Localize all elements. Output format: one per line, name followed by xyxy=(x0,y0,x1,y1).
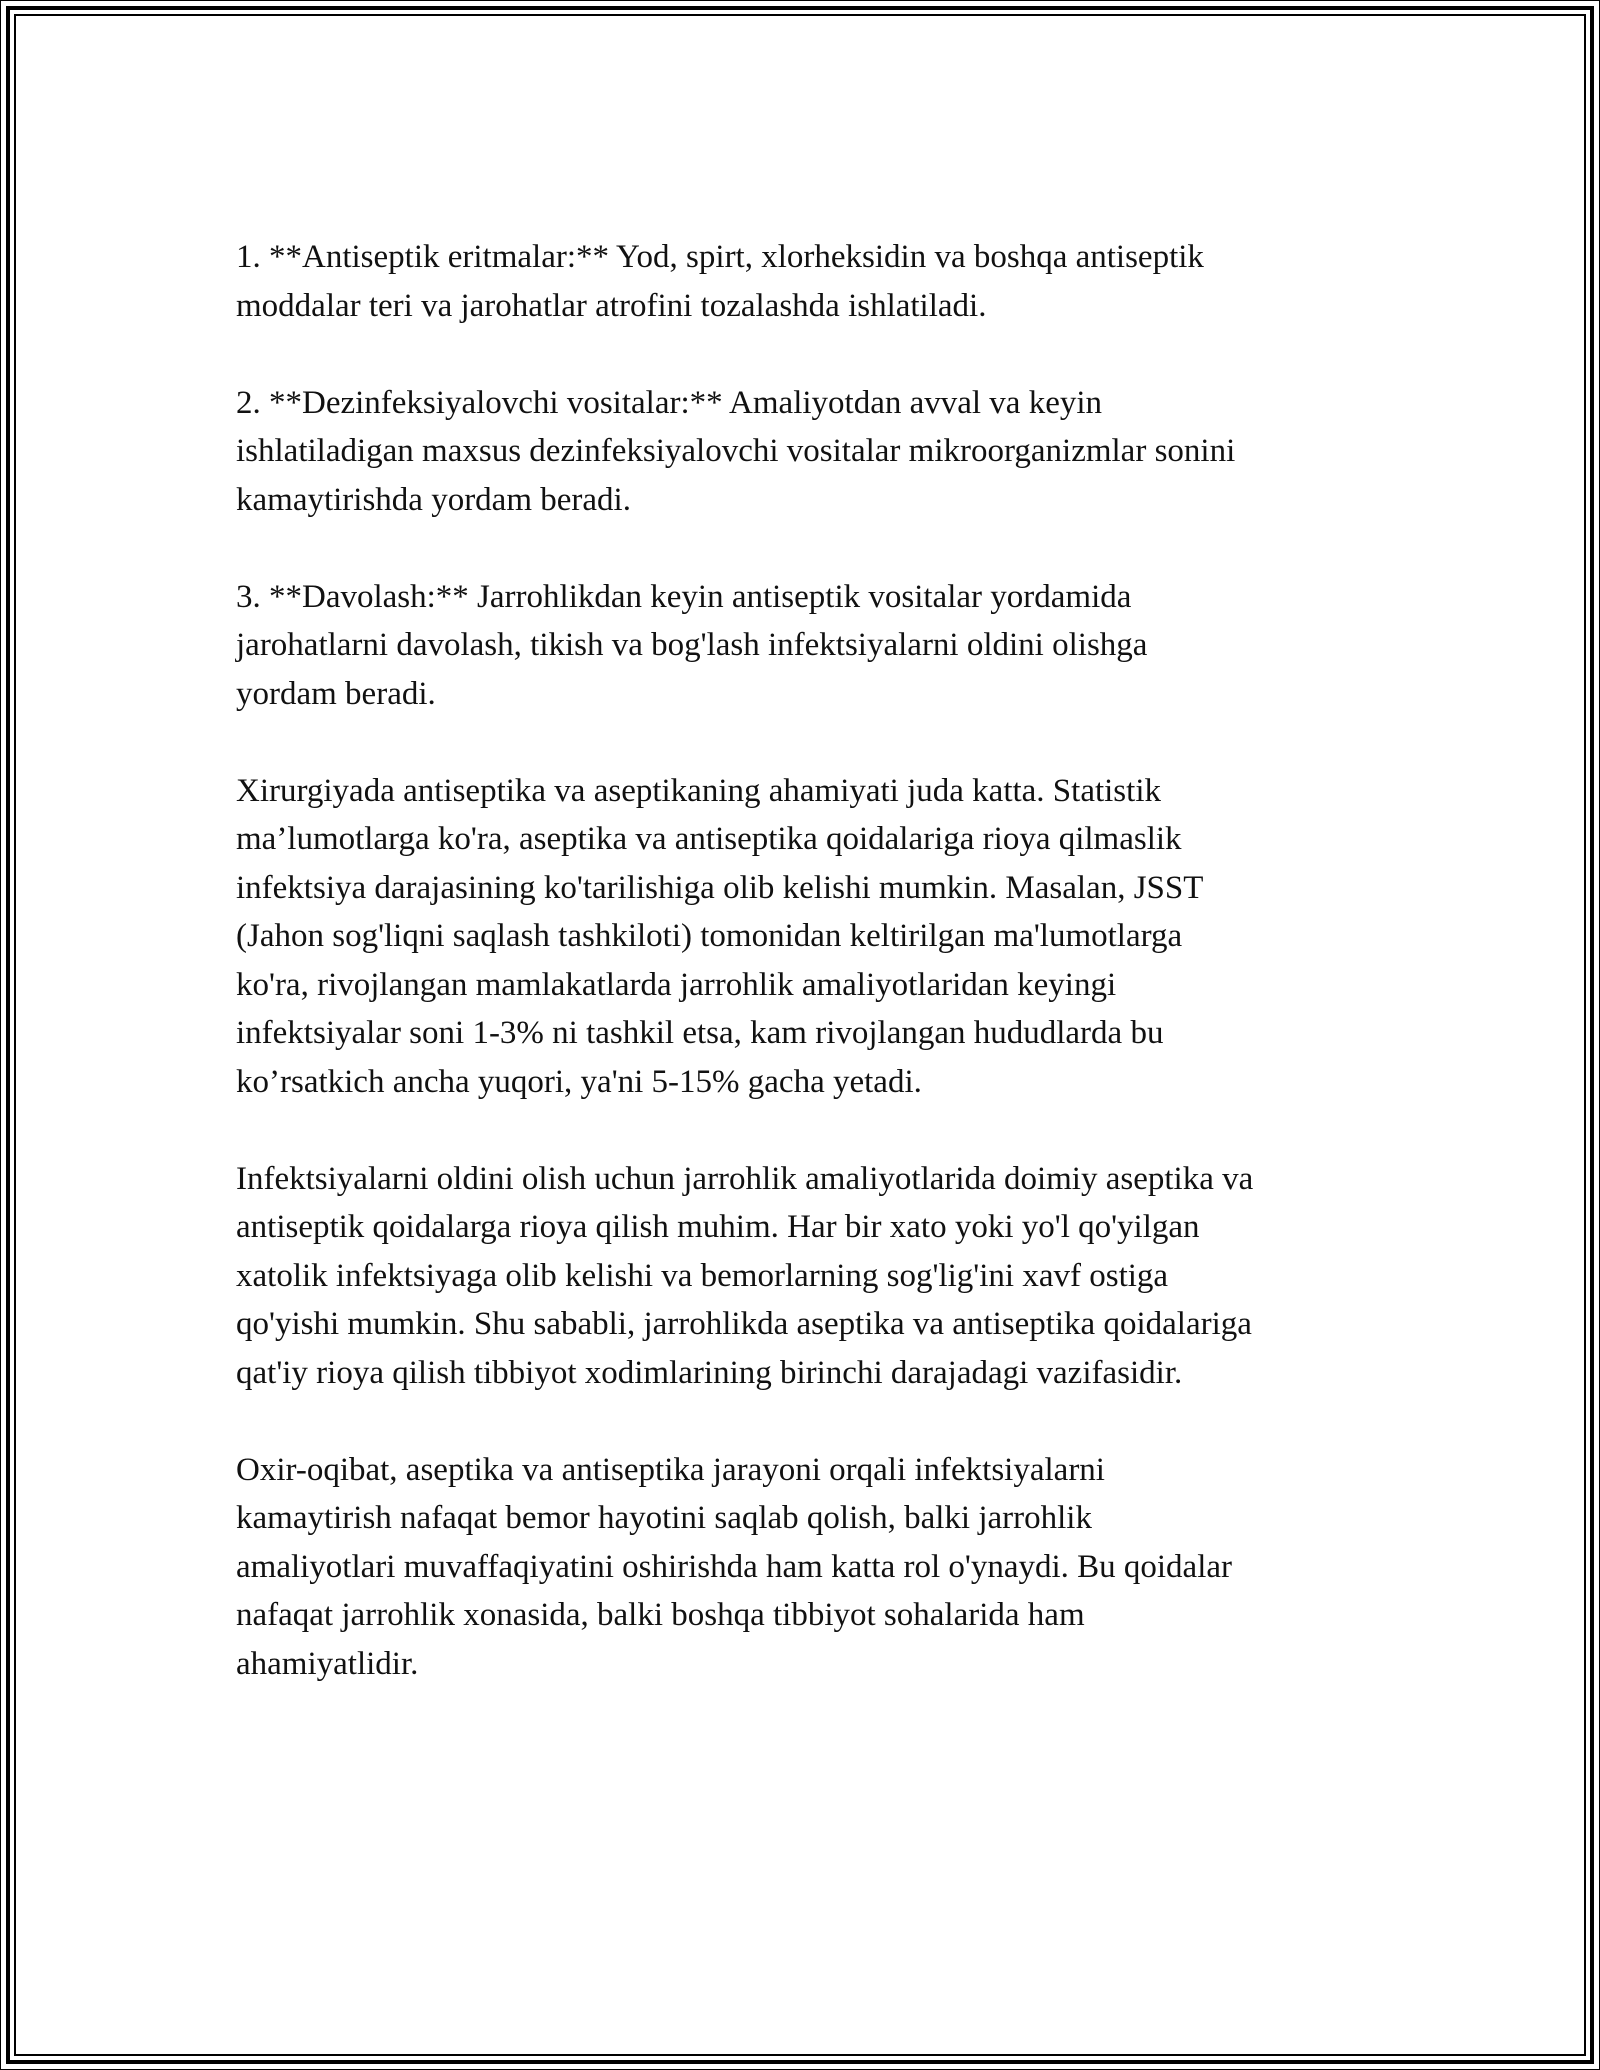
text-line: yordam beradi. xyxy=(236,675,436,712)
text-line: Xirurgiyada antiseptika va aseptikaning ahamiyati juda katta. Statistik xyxy=(236,772,1161,809)
text-line: qo'yishi mumkin. Shu sababli, jarrohlikda aseptika va antiseptika qoidalariga xyxy=(236,1306,1252,1342)
text-line: 1. **Antiseptik eritmalar:** Yod, spirt, xlorheksidin va boshqa antiseptik xyxy=(236,239,1204,275)
text-line: ishlatiladigan maxsus dezinfeksiyalovchi vositalar mikroorganizmlar sonini xyxy=(236,433,1236,469)
text-line: jarohatlarni davolash, tikish va bog'lash infektsiyalarni oldini olishga xyxy=(236,627,1148,663)
text-line: kamaytirishda yordam beradi. xyxy=(236,481,631,518)
paragraph-conclusion xyxy=(236,1446,1376,1689)
text-line: infektsiyalar soni 1-3% ni tashkil etsa, kam rivojlangan hududlarda bu xyxy=(236,1015,1164,1051)
text-line: moddalar teri va jarohatlar atrofini tozalashda ishlatiladi. xyxy=(236,287,987,324)
paragraph-antiseptic-solutions xyxy=(236,233,1376,330)
paragraph-prevention xyxy=(236,1155,1376,1398)
text-line: 3. **Davolash:** Jarrohlikdan keyin antiseptik vositalar yordamida xyxy=(236,578,1132,615)
text-line: Infektsiyalarni oldini olish uchun jarrohlik amaliyotlarida doimiy aseptika va xyxy=(236,1160,1254,1197)
text-line: qat'iy rioya qilish tibbiyot xodimlarining birinchi darajadagi vazifasidir. xyxy=(236,1354,1183,1391)
paragraph-treatment xyxy=(236,573,1376,719)
text-line: ko'ra, rivojlangan mamlakatlarda jarrohlik amaliyotlaridan keyingi xyxy=(236,966,1117,1003)
text-line: xatolik infektsiyaga olib kelishi va bemorlarning sog'lig'ini xavf ostiga xyxy=(236,1257,1169,1294)
text-line: Oxir-oqibat, aseptika va antiseptika jarayoni orqali infektsiyalarni xyxy=(236,1451,1105,1488)
text-line: ko’rsatkich ancha yuqori, ya'ni 5-15% gacha yetadi. xyxy=(236,1063,922,1100)
paragraph-disinfectants xyxy=(236,379,1376,525)
text-line: (Jahon sog'liqni saqlash tashkiloti) tomonidan keltirilgan ma'lumotlarga xyxy=(236,918,1183,954)
text-line: antiseptik qoidalarga rioya qilish muhim. Har bir xato yoki yo'l qo'yilgan xyxy=(236,1209,1200,1245)
paragraph-importance xyxy=(236,767,1376,1107)
text-line: ahamiyatlidir. xyxy=(236,1645,419,1682)
text-line: ma’lumotlarga ko'ra, aseptika va antiseptika qoidalariga rioya qilmaslik xyxy=(236,821,1182,857)
text-line: kamaytirish nafaqat bemor hayotini saqlab qolish, balki jarrohlik xyxy=(236,1500,1092,1536)
text-line: 2. **Dezinfeksiyalovchi vositalar:** Amaliyotdan avval va keyin xyxy=(236,384,1103,421)
document-body xyxy=(236,233,1376,1737)
text-line: nafaqat jarrohlik xonasida, balki boshqa tibbiyot sohalarida ham xyxy=(236,1597,1085,1633)
text-line: infektsiya darajasining ko'tarilishiga olib kelishi mumkin. Masalan, JSST xyxy=(236,869,1204,906)
text-line: amaliyotlari muvaffaqiyatini oshirishda ham katta rol o'ynaydi. Bu qoidalar xyxy=(236,1548,1233,1585)
